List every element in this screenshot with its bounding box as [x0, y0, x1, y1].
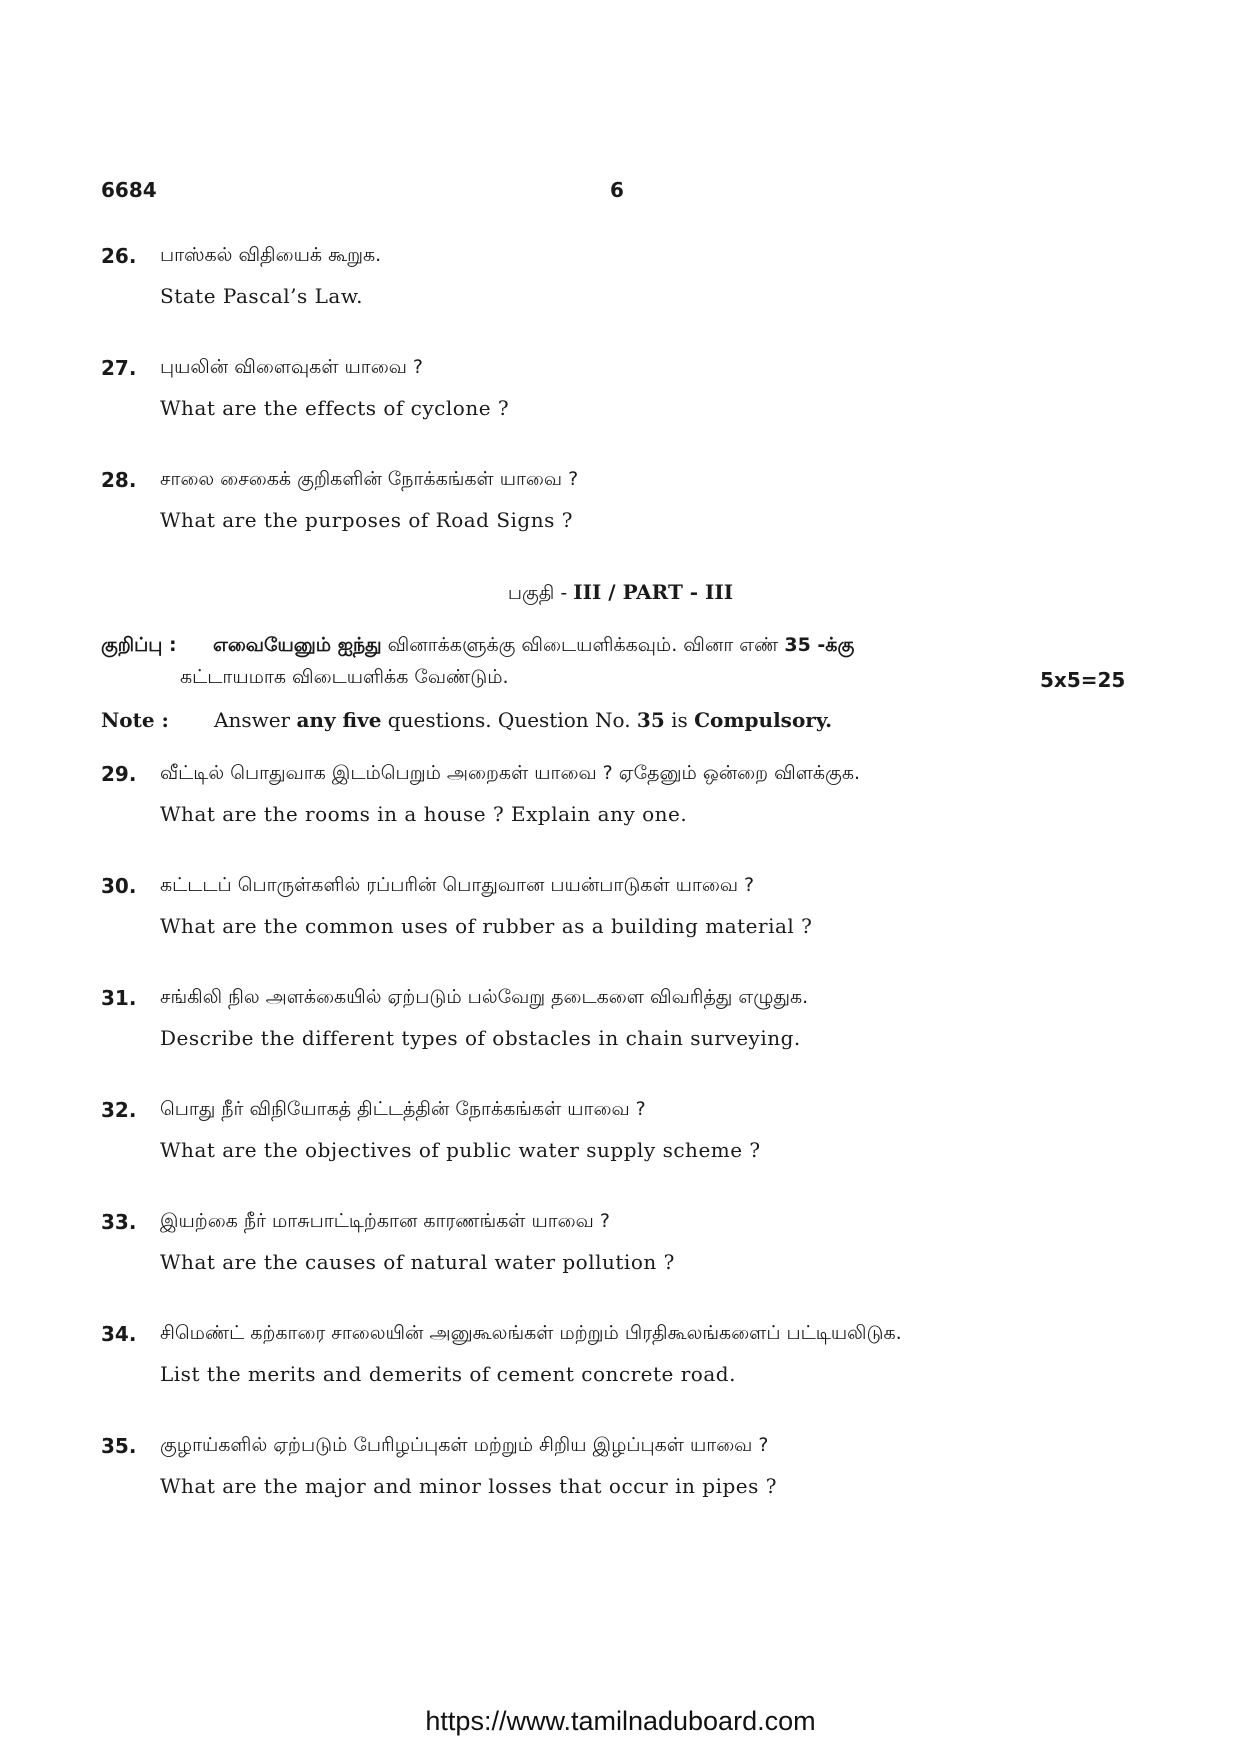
- question-tamil: குழாய்களில் ஏற்படும் பேரிழப்புகள் மற்றும் சிறிய இழப்புகள் யாவை ?: [160, 1434, 769, 1456]
- question-tamil: பொது நீர் விநியோகத் திட்டத்தின் நோக்கங்கள் யாவை ?: [160, 1098, 646, 1120]
- paper-code: 6684: [101, 178, 157, 202]
- question-number: 35.: [101, 1434, 137, 1458]
- note-tamil-label: குறிப்பு :: [101, 634, 177, 656]
- question-english: What are the major and minor losses that occur in pipes ?: [160, 1474, 777, 1498]
- question-english: List the merits and demerits of cement concrete road.: [160, 1362, 736, 1386]
- question-english: What are the effects of cyclone ?: [160, 396, 510, 420]
- note-tamil-line1: [213, 634, 854, 659]
- question-number: 30.: [101, 874, 137, 898]
- question-english: Describe the different types of obstacles in chain surveying.: [160, 1026, 801, 1050]
- question-tamil: சிமெண்ட் கற்காரை சாலையின் அனுகூலங்கள் மற்றும் பிரதிகூலங்களைப் பட்டியலிடுக.: [160, 1322, 902, 1344]
- question-english: What are the common uses of rubber as a building material ?: [160, 914, 813, 938]
- question-english: What are the purposes of Road Signs ?: [160, 508, 573, 532]
- question-english: What are the rooms in a house ? Explain any one.: [160, 802, 688, 826]
- note-english-mid2: is: [664, 708, 695, 732]
- question-tamil: வீட்டில் பொதுவாக இடம்பெறும் அறைகள் யாவை ? ஏதேனும் ஒன்றை விளக்குக.: [160, 762, 861, 784]
- question-tamil: கட்டடப் பொருள்களில் ரப்பரின் பொதுவான பயன்பாடுகள் யாவை ?: [160, 874, 755, 896]
- question-number: 27.: [101, 356, 137, 380]
- question-number: 29.: [101, 762, 137, 786]
- part-heading-tamil: பகுதி -: [507, 582, 574, 604]
- question-number: 33.: [101, 1210, 137, 1234]
- marks-allocation: 5x5=25: [1040, 668, 1126, 692]
- note-english-mid: questions. Question No.: [381, 708, 637, 732]
- part-heading: [0, 580, 1241, 607]
- note-english-bold2: 35: [636, 708, 665, 732]
- question-number: 26.: [101, 244, 137, 268]
- note-english-bold1: any five: [296, 708, 382, 732]
- question-tamil: பாஸ்கல் விதியைக் கூறுக.: [160, 244, 382, 266]
- note-english-pre: Answer: [214, 708, 297, 732]
- question-english: What are the causes of natural water pollution ?: [160, 1250, 675, 1274]
- question-tamil: புயலின் விளைவுகள் யாவை ?: [160, 356, 424, 378]
- question-english: What are the objectives of public water supply scheme ?: [160, 1138, 761, 1162]
- page-number: 6: [610, 178, 624, 202]
- question-number: 28.: [101, 468, 137, 492]
- note-tamil-line2: கட்டாயமாக விடையளிக்க வேண்டும்.: [180, 666, 509, 688]
- question-tamil: இயற்கை நீர் மாசுபாட்டிற்கான காரணங்கள் யாவை ?: [160, 1210, 610, 1232]
- question-number: 32.: [101, 1098, 137, 1122]
- footer-url: https://www.tamilnaduboard.com: [425, 1706, 816, 1736]
- note-tamil-bold1: எவையேனும் ஐந்து: [213, 634, 382, 656]
- question-number: 34.: [101, 1322, 137, 1346]
- note-tamil-text1: வினாக்களுக்கு விடையளிக்கவும். வினா எண்: [381, 634, 785, 656]
- note-english-bold3: Compulsory.: [694, 708, 833, 732]
- question-tamil: சங்கிலி நில அளக்கையில் ஏற்படும் பல்வேறு தடைகளை விவரித்து எழுதுக.: [160, 986, 809, 1008]
- note-english-text: [214, 708, 832, 732]
- note-english-label: Note :: [101, 708, 169, 732]
- question-tamil: சாலை சைகைக் குறிகளின் நோக்கங்கள் யாவை ?: [160, 468, 579, 490]
- question-number: 31.: [101, 986, 137, 1010]
- question-english: State Pascal’s Law.: [160, 284, 363, 308]
- note-tamil-bold2: 35 -க்கு: [784, 634, 855, 656]
- part-heading-english: III / PART - III: [573, 580, 734, 604]
